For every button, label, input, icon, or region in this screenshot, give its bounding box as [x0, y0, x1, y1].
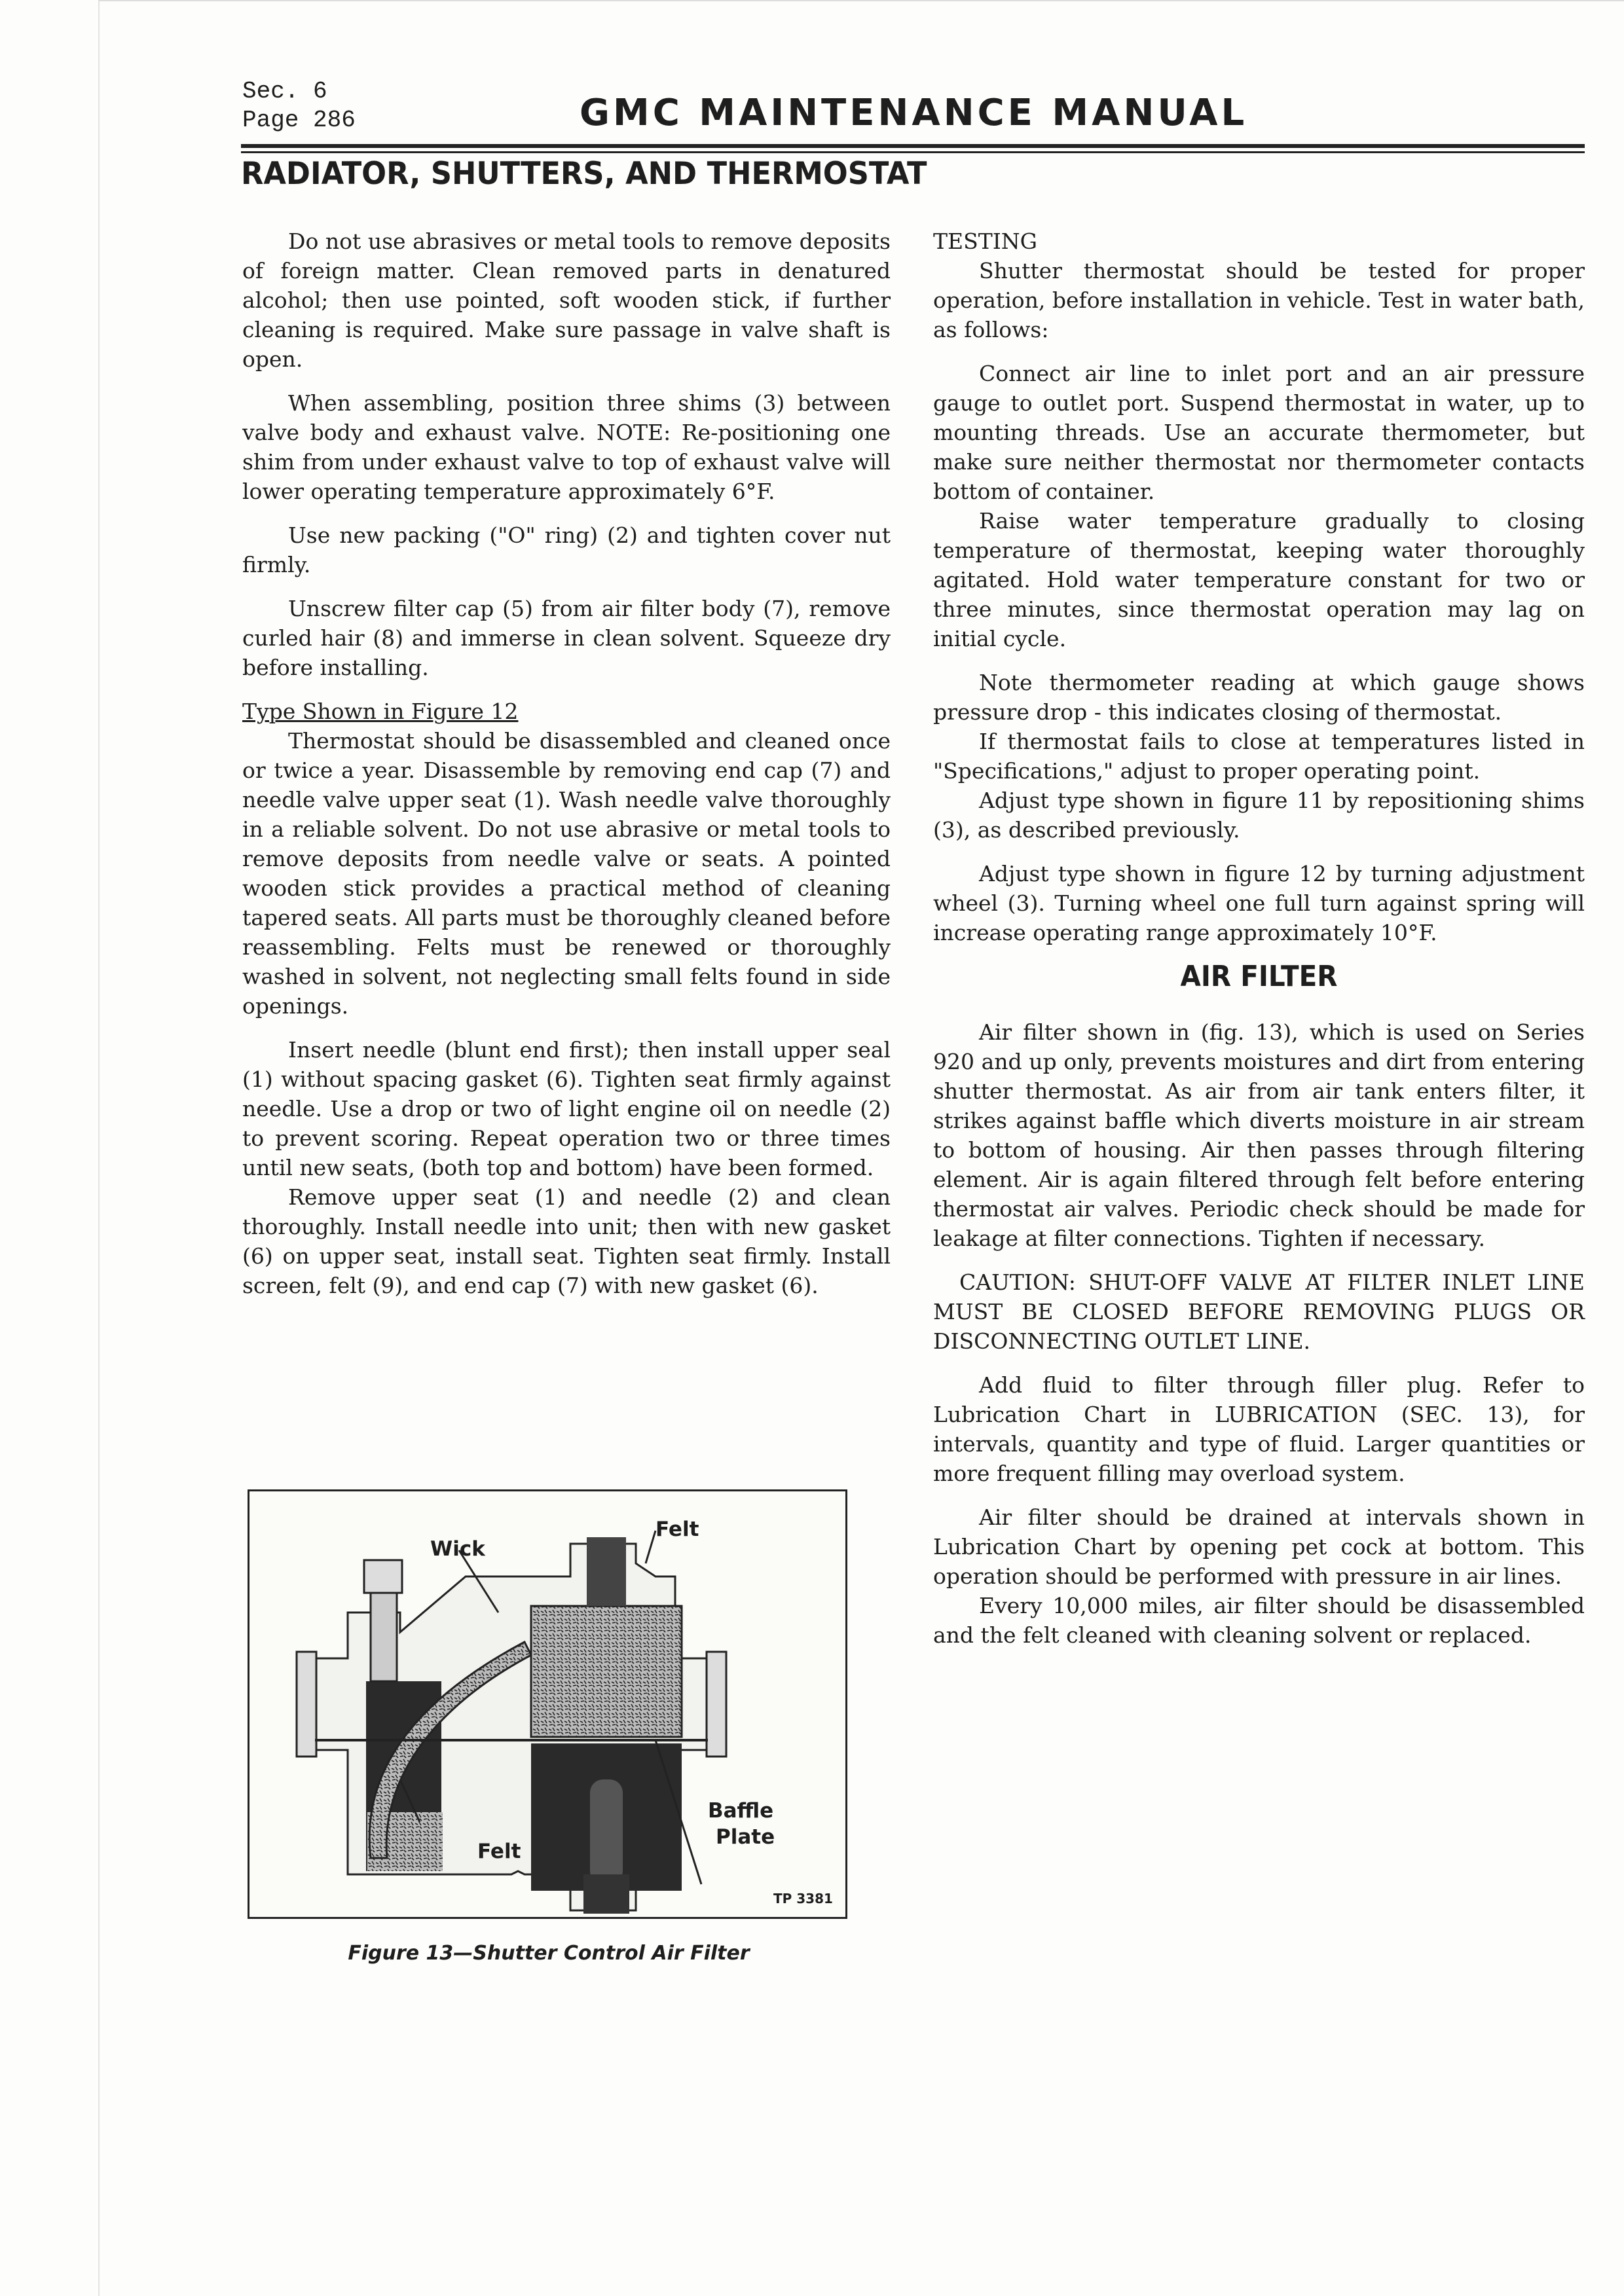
paragraph: If thermostat fails to close at temperatures listed in "Specifications," adjust to proper operating point.: [933, 729, 1585, 784]
paragraph: Insert needle (blunt end first); then install upper seal (1) without spacing gasket (6). Tighten seat firmly against needle. Use a drop or two of light engine oil on needle (2) to prevent scoring. Repeat operation two or three times until new seats, (both top and bottom) have been formed.: [242, 1037, 891, 1180]
paragraph: Air filter should be drained at intervals shown in Lubrication Chart by opening pet cock at bottom. This operation should be performed with pressure in air lines.: [933, 1504, 1585, 1589]
label-felt-bottom: Felt: [477, 1840, 521, 1863]
section-title: RADIATOR, SHUTTERS, AND THERMOSTAT: [241, 156, 927, 192]
air-filter-illustration: [249, 1491, 845, 1917]
label-plate: Plate: [716, 1825, 775, 1849]
label-wick: Wick: [430, 1537, 485, 1561]
label-felt-top: Felt: [655, 1518, 699, 1541]
paragraph: Note thermometer reading at which gauge shows pressure drop - this indicates closing of thermostat.: [933, 670, 1585, 725]
left-column: [242, 227, 891, 1315]
paragraph: Connect air line to inlet port and an air pressure gauge to outlet port. Suspend thermostat in water, up to mounting threads. Use an accurate thermometer, but make sure neither thermostat nor thermometer contacts bottom of container.: [933, 361, 1585, 504]
subheading-testing: TESTING: [933, 228, 1037, 254]
header-rule: [241, 144, 1585, 148]
paragraph: When assembling, position three shims (3) between valve body and exhaust valve. NOTE: Re-positioning one shim from under exhaust valve to top of exhaust valve will lower operating temperature approximately 6°F.: [242, 390, 891, 504]
right-column: [933, 227, 1585, 1664]
heading-air-filter: AIR FILTER: [1180, 960, 1338, 993]
figure-caption: Figure 13—Shutter Control Air Filter: [348, 1942, 750, 1965]
paragraph: Every 10,000 miles, air filter should be disassembled and the felt cleaned with cleaning solvent or replaced.: [933, 1593, 1585, 1648]
paragraph: Air filter shown in (fig. 13), which is used on Series 920 and up only, prevents moistures and dirt from entering shutter thermostat. As air from air tank enters filter, it strikes against baffle which diverts moisture in air stream to bottom of housing. Air then passes through filtering element. Air is again filtered through felt before entering thermostat air valves. Periodic check should be made for leakage at filter connections. Tighten if necessary.: [933, 1019, 1585, 1251]
paragraph: Shutter thermostat should be tested for proper operation, before installation in vehicle. Test in water bath, as follows:: [933, 258, 1585, 342]
paragraph: Remove upper seat (1) and needle (2) and clean thoroughly. Install needle into unit; then with new gasket (6) on upper seat, install seat. Tighten seat firmly. Install screen, felt (9), and end cap (7) with new gasket (6).: [242, 1184, 891, 1298]
page-number: Page 286: [242, 107, 356, 134]
caution-note: CAUTION: SHUT-OFF VALVE AT FILTER INLET LINE MUST BE CLOSED BEFORE REMOVING PLUGS OR DISCONNECTING OUTLET LINE.: [933, 1269, 1585, 1354]
paragraph: Unscrew filter cap (5) from air filter body (7), remove curled hair (8) and immerse in clean solvent. Squeeze dry before installing.: [242, 596, 891, 680]
manual-title: GMC MAINTENANCE MANUAL: [580, 92, 1248, 134]
subheading: Type Shown in Figure 12: [242, 699, 519, 724]
header-rule-thin: [241, 151, 1585, 153]
paragraph: Add fluid to filter through filler plug. Refer to Lubrication Chart in LUBRICATION (SEC. 13), for intervals, quantity and type of fluid. Larger quantities or more frequent filling may overload system.: [933, 1372, 1585, 1486]
section-number: Sec. 6: [242, 78, 327, 105]
felt-top-leader: [646, 1531, 655, 1563]
paragraph: Adjust type shown in figure 12 by turning adjustment wheel (3). Turning wheel one full turn against spring will increase operating range approximately 10°F.: [933, 861, 1585, 945]
paragraph: Raise water temperature gradually to closing temperature of thermostat, keeping water thoroughly agitated. Hold water temperature constant for two or three minutes, since thermostat operation may lag on initial cycle.: [933, 508, 1585, 651]
paragraph: Do not use abrasives or metal tools to remove deposits of foreign matter. Clean removed parts in denatured alcohol; then use pointed, soft wooden stick, if further cleaning is required. Make sure passage in valve shaft is open.: [242, 228, 891, 372]
figure-code: TP 3381: [773, 1891, 833, 1906]
paragraph: Adjust type shown in figure 11 by repositioning shims (3), as described previously.: [933, 788, 1585, 843]
page-edge-top: [98, 0, 1624, 1]
label-baffle: Baffle: [708, 1799, 774, 1823]
paragraph: Use new packing ("O" ring) (2) and tighten cover nut firmly.: [242, 522, 891, 577]
page-edge: [98, 0, 100, 2296]
figure-air-filter: [248, 1489, 847, 1919]
paragraph: Thermostat should be disassembled and cleaned once or twice a year. Disassemble by removing end cap (7) and needle valve upper seat (1). Wash needle valve thoroughly in a reliable solvent. Do not use abrasive or metal tools to remove deposits from needle valve or seats. A pointed wooden stick provides a practical method of cleaning tapered seats. All parts must be thoroughly cleaned before reassembling. Felts must be renewed or thoroughly washed in solvent, not neglecting small felts found in side openings.: [242, 728, 891, 1019]
section-page-info: [242, 77, 356, 135]
